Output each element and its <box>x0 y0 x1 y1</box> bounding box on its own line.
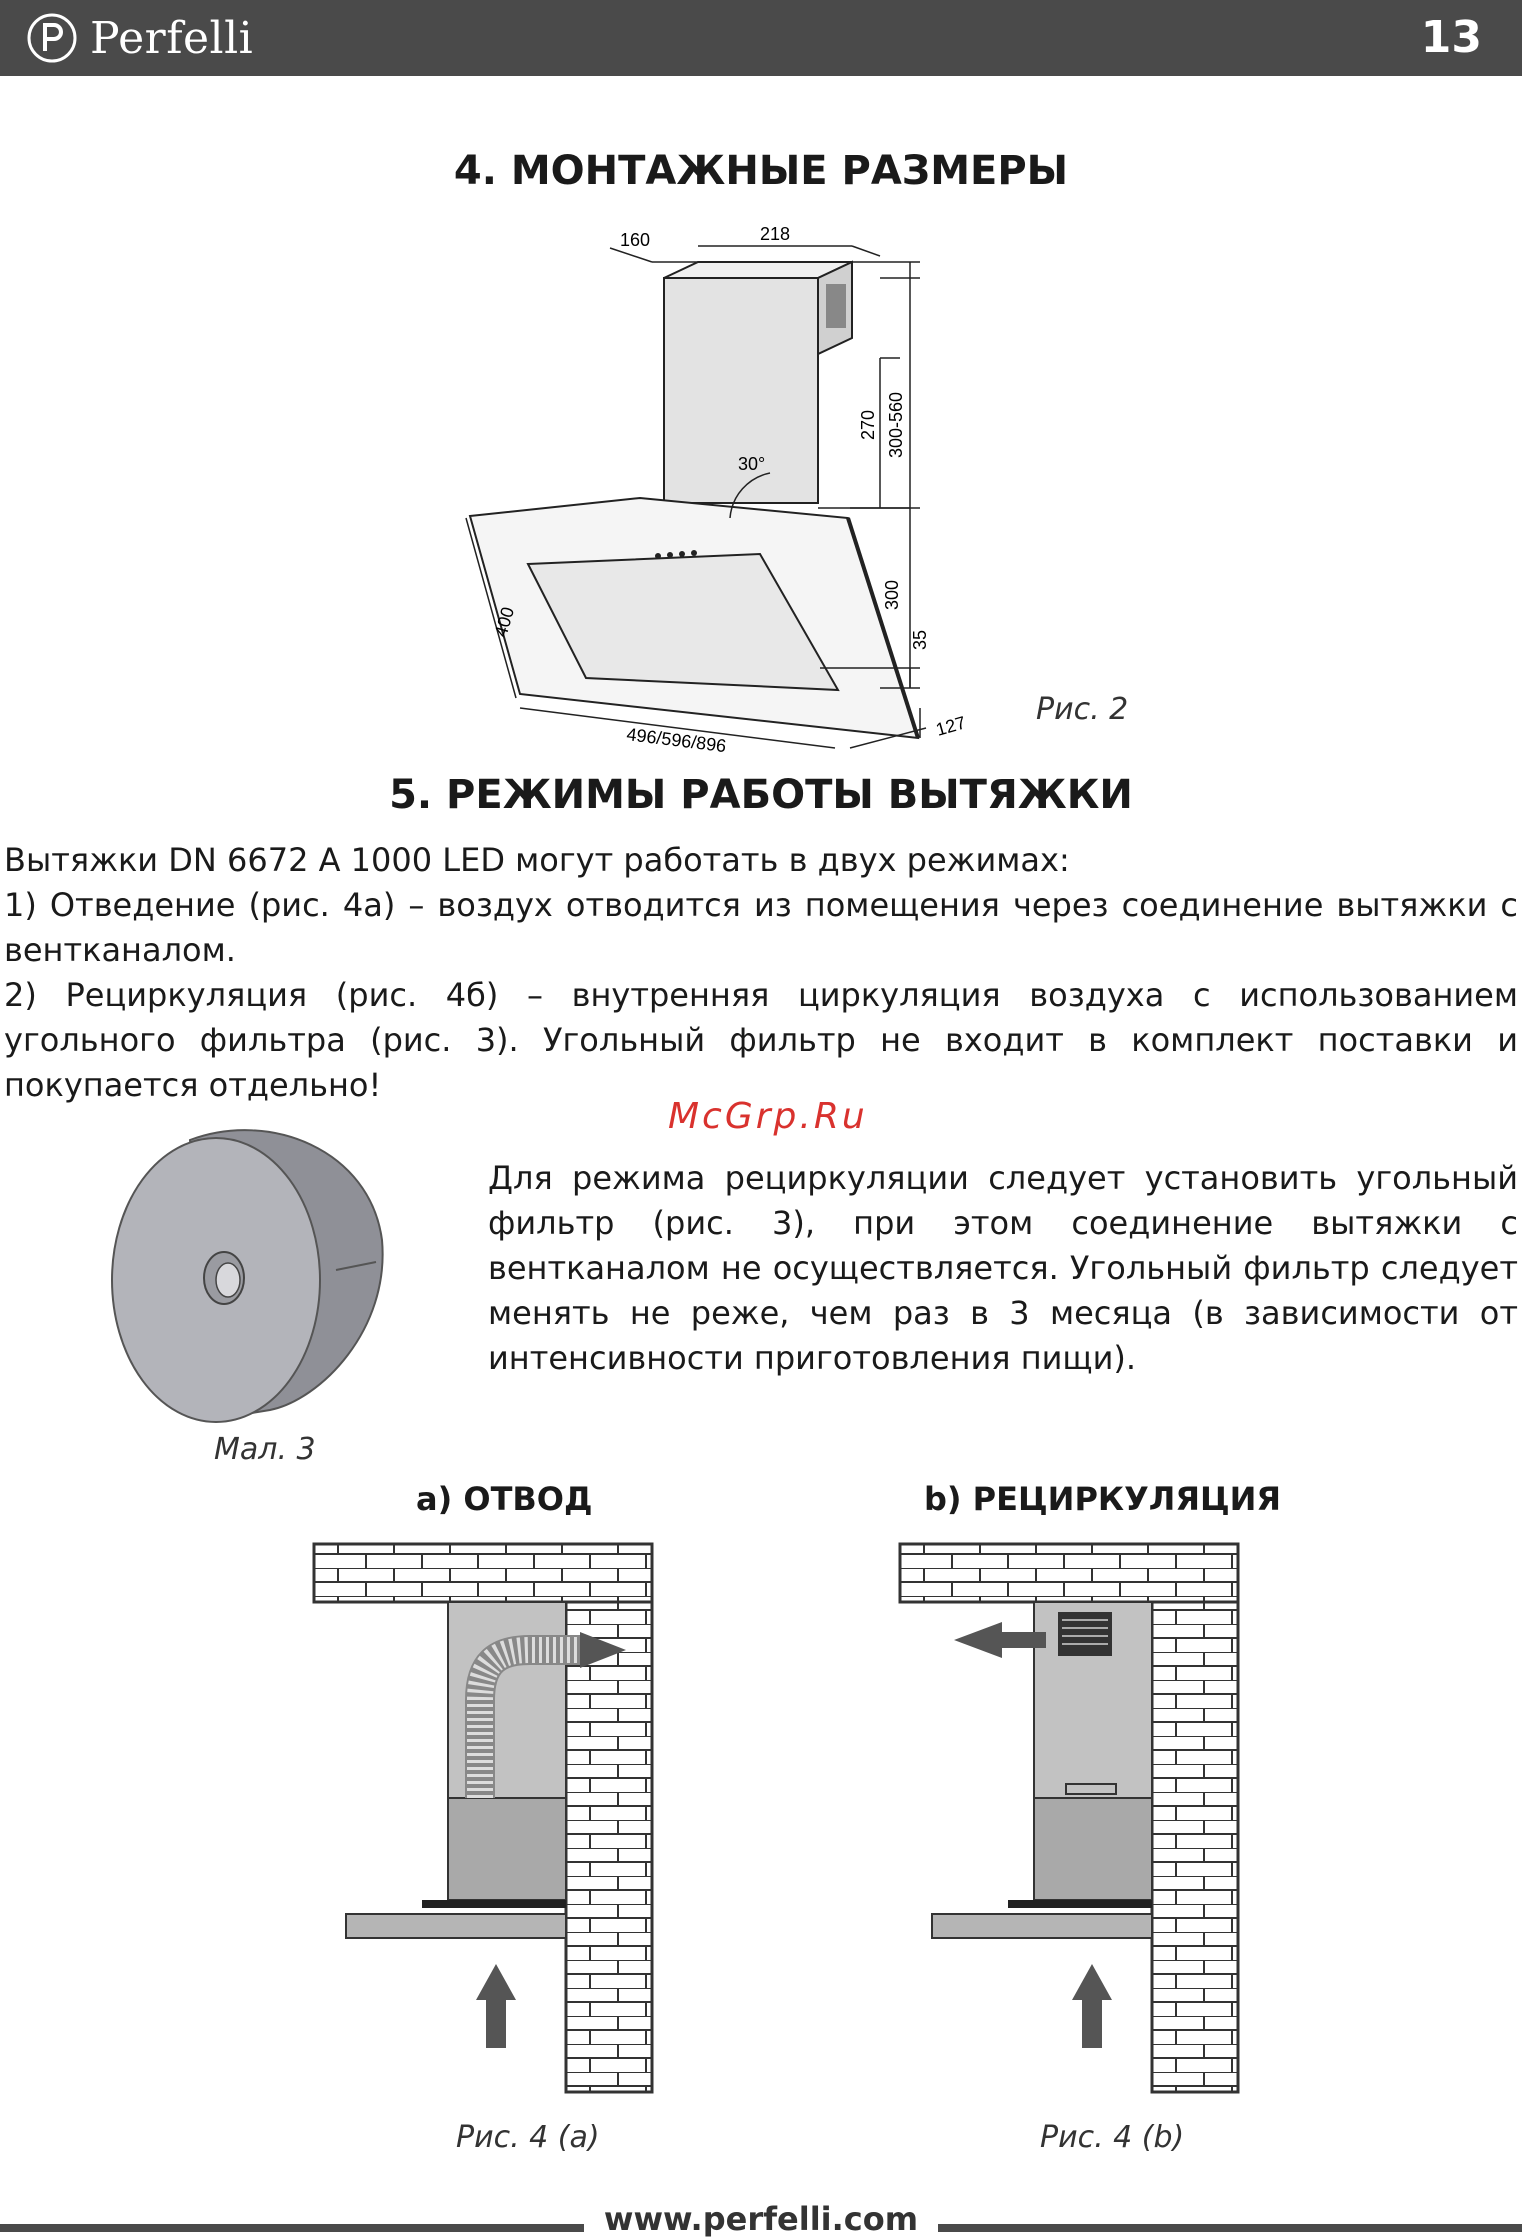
section-4-title: 4. МОНТАЖНЫЕ РАЗМЕРЫ <box>453 148 1069 194</box>
mode-2-paragraph: 2) Рециркуляция (рис. 4б) – внутренняя циркуляция воздуха с использованием угольного фильтра (рис. 3). Угольный фильтр не входит в комплект поставки и покупается отдельно! <box>4 976 1518 1104</box>
perfelli-logo-icon <box>26 12 78 64</box>
page-header <box>0 0 1522 76</box>
exhaust-mode-diagram <box>310 1540 662 2100</box>
figure-4a-caption: Рис. 4 (a) <box>456 2120 600 2155</box>
intro-paragraph: Вытяжки DN 6672 A 1000 LED могут работать в двух режимах: <box>4 841 1070 879</box>
dim-35: 35 <box>910 629 930 650</box>
mode-1-paragraph: 1) Отведение (рис. 4а) – воздух отводится из помещения через соединение вытяжки с вентканалом. <box>4 886 1518 969</box>
mounting-dimensions-diagram <box>440 218 1080 758</box>
recirculation-mode-diagram <box>896 1540 1248 2100</box>
dim-300: 300 <box>882 579 902 610</box>
figure-4a-title: a) ОТВОД <box>416 1480 593 1518</box>
figure-3-caption: Мал. 3 <box>214 1432 316 1467</box>
figure-2-caption: Рис. 2 <box>1036 692 1129 727</box>
figure-4b-title: b) РЕЦИРКУЛЯЦИЯ <box>924 1480 1282 1518</box>
dim-width: 496/596/896 <box>625 724 728 757</box>
carbon-filter-illustration <box>100 1110 400 1430</box>
dim-160: 160 <box>620 230 651 250</box>
section-5-title: 5. РЕЖИМЫ РАБОТЫ ВЫТЯЖКИ <box>389 772 1133 818</box>
dim-218: 218 <box>760 224 791 244</box>
footer-url <box>0 2200 1522 2238</box>
dim-30-degrees: 30° <box>738 454 766 474</box>
filter-paragraph: Для режима рециркуляции следует установить угольный фильтр (рис. 3), при этом соединение вытяжки с вентканалом не осуществляется. Угольный фильтр следует менять не реже, чем раз в 3 месяца (в зависимости от интенсивности приготовления пищи). <box>488 1159 1518 1377</box>
dim-270: 270 <box>858 409 878 440</box>
brand-logo <box>26 10 253 66</box>
dim-400: 400 <box>490 604 519 640</box>
figure-4b-caption: Рис. 4 (b) <box>1040 2120 1185 2155</box>
page-number: 13 <box>1420 12 1482 63</box>
brand-name: Perfelli <box>90 12 254 64</box>
dim-127: 127 <box>933 712 968 740</box>
watermark: McGrp.Ru <box>668 1096 868 1137</box>
dim-300-560: 300-560 <box>886 391 906 458</box>
footer-url-text: www.perfelli.com <box>584 2200 938 2238</box>
